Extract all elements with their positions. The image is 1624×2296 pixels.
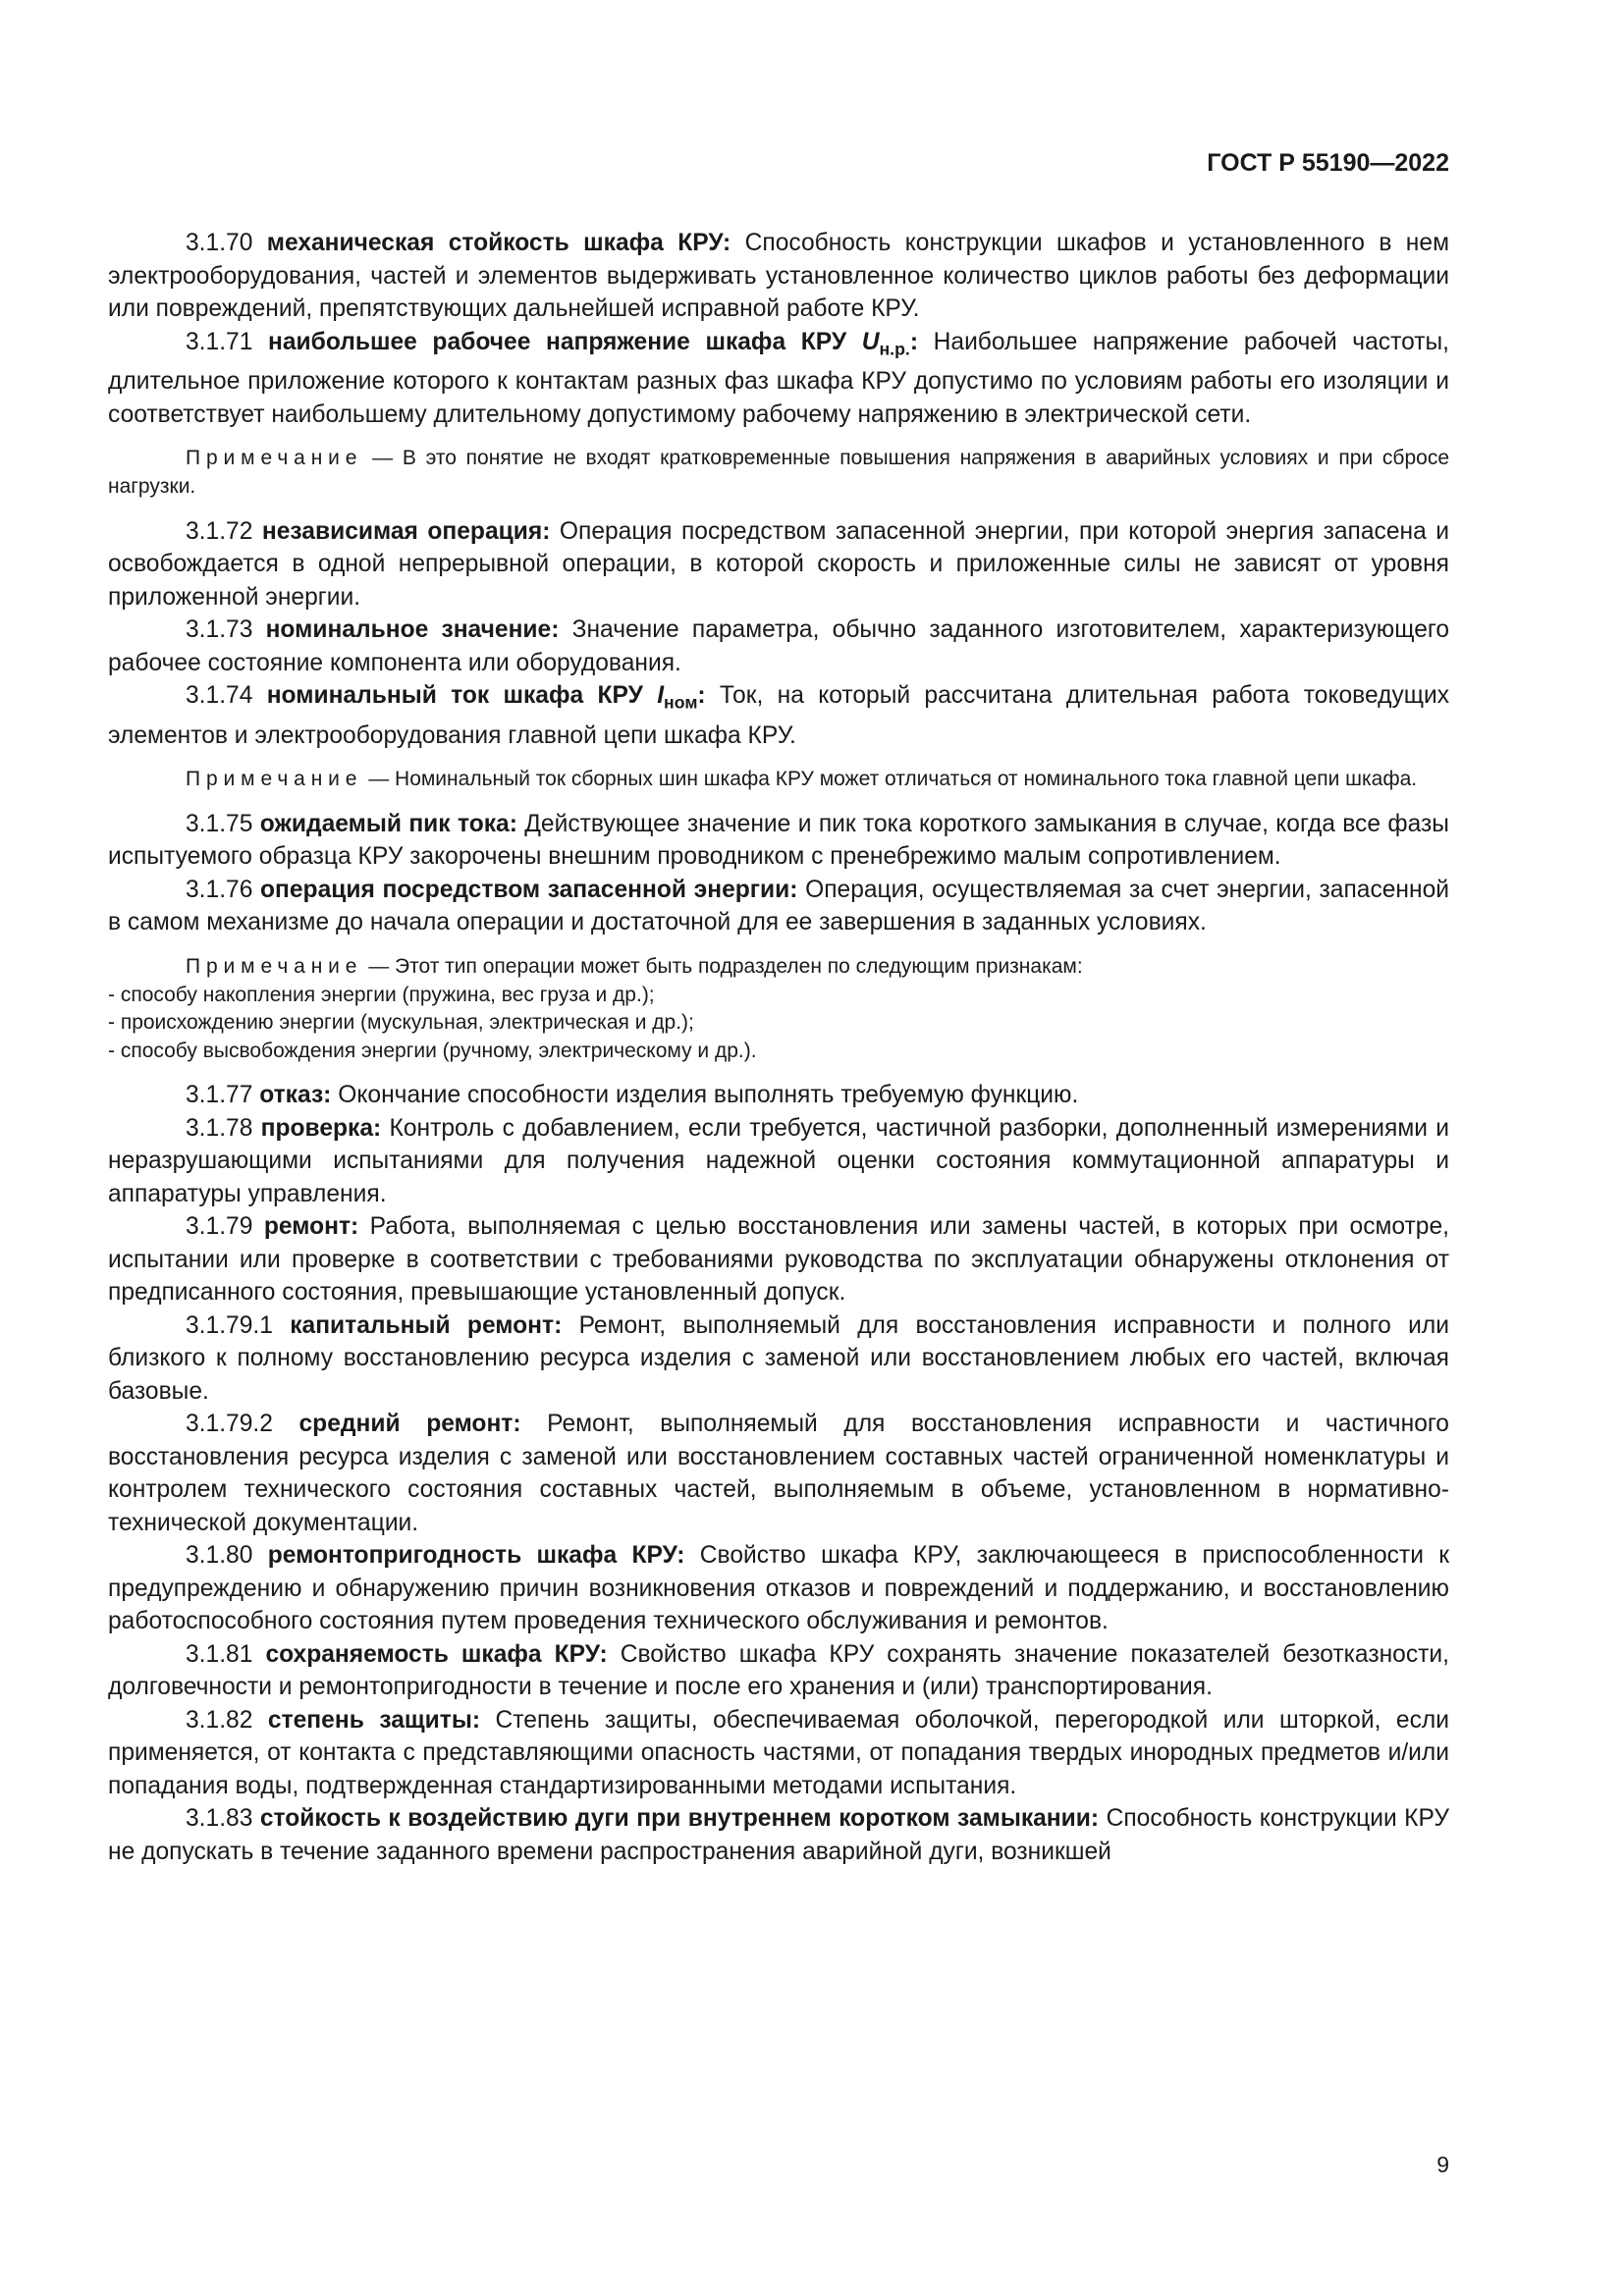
definition: Работа, выполняемая с целью восстановления или замены частей, в которых при осмотре, испытании или проверке в соответствии с требованиями руководства по эксплуатации обнаружены отклонения от предписанного состояния, превышающие установленный допуск. bbox=[108, 1213, 1450, 1307]
page-number: 9 bbox=[1436, 2152, 1449, 2177]
term: независимая операция: bbox=[261, 517, 551, 545]
definition: Окончание способности изделия выполнять требуемую функцию. bbox=[331, 1082, 1079, 1109]
note-3-1-71 bbox=[108, 445, 1449, 501]
definition: Ремонт, выполняемый для восстановления исправности и частичного восстановления ресурса изделия с заменой или восстановлением составных частей ограниченной номенклатуры и контролем технического состояния составных частей, выполняемым в объеме, установленном в нормативно-технической документации. bbox=[108, 1411, 1449, 1536]
clause-3-1-71: 3.1.71 наибольшее рабочее напряжение шкафа КРУ $U_{н.р.}$: Наибольшее напряжение рабочей частоты, длительное приложение которого к контактам разных фаз шкафа КРУ допустимо по условиям работы его изоляции и соответствует наибольшему длительному допустимому рабочему напряжению в электрической сети. bbox=[108, 328, 1449, 428]
clause-3-1-78: 3.1.78 проверка: Контроль с добавлением, если требуется, частичной разборки, дополненный измерениями и неразрушающими испытаниями для получения надежной оценки состояния коммутационной аппаратуры и аппаратуры управления. bbox=[108, 1114, 1449, 1207]
term-subscript: ном bbox=[664, 692, 698, 713]
clause-3-1-75: 3.1.75 ожидаемый пик тока: Действующее значение и пик тока короткого замыкания в случае, когда все фазы испытуемого образца КРУ закорочены внешним проводником с пренебрежимо малым сопротивлением. bbox=[108, 810, 1449, 871]
clause-3-1-76: 3.1.76 операция посредством запасенной энергии: Операция, осуществляемая за счет энергии, запасенной в самом механизме до начала операции и достаточной для ее завершения в заданных условиях. bbox=[108, 876, 1449, 936]
note-3-1-76 bbox=[108, 953, 1449, 1065]
clause-3-1-79-2: 3.1.79.2 средний ремонт: Ремонт, выполняемый для восстановления исправности и частичного восстановления ресурса изделия с заменой или восстановлением составных частей ограниченной номенклатуры и контролем технического состояния составных частей, выполняемым в объеме, установленном в нормативно-технической документации. bbox=[108, 1411, 1449, 1536]
clause-3-1-82: 3.1.82 степень защиты: Степень защиты, обеспечиваемая оболочкой, перегородкой или шторкой, если применяется, от контакта с представляющими опасность частями, от попадания твердых инородных предметов и/или попадания воды, подтвержденная стандартизированными методами испытания. bbox=[108, 1706, 1449, 1799]
clause-3-1-77: 3.1.77 отказ: Окончание способности изделия выполнять требуемую функцию. bbox=[186, 1082, 1079, 1109]
clause-3-1-73: 3.1.73 номинальное значение: Значение параметра, обычно заданного изготовителем, характеризующего рабочее состояние компонента или оборудования. bbox=[108, 616, 1449, 676]
term: степень защиты: bbox=[267, 1706, 481, 1734]
term: номинальный ток шкафа КРУ bbox=[266, 682, 658, 709]
definition: Степень защиты, обеспечиваемая оболочкой, перегородкой или шторкой, если применяется, от контакта с представляющими опасность частями, от попадания твердых инородных предметов и/или попадания воды, подтвержденная стандартизированными методами испытания. bbox=[108, 1706, 1449, 1799]
term: средний ремонт: bbox=[298, 1411, 521, 1438]
definition: Контроль с добавлением, если требуется, частичной разборки, дополненный измерениями и неразрушающими испытаниями для получения надежной оценки состояния коммутационной аппаратуры и аппаратуры управления. bbox=[108, 1114, 1449, 1207]
term: отказ: bbox=[259, 1082, 332, 1109]
term: ремонтопригодность шкафа КРУ: bbox=[267, 1542, 685, 1570]
list-item: - способу накопления энергии (пружина, вес груза и др.); bbox=[108, 983, 655, 1006]
term: ремонт: bbox=[263, 1213, 359, 1241]
clause-3-1-81: 3.1.81 сохраняемость шкафа КРУ: Свойство шкафа КРУ сохранять значение показателей безотказности, долговечности и ремонтопригодности в течение и после его хранения и (или) транспортирования. bbox=[108, 1640, 1449, 1701]
definition: Способность конструкции КРУ не допускать в течение заданного времени распространения аварийной дуги, возникшей bbox=[108, 1805, 1449, 1865]
note-text: — Номинальный ток сборных шин шкафа КРУ может отличаться от номинального тока главной цепи шкафа. bbox=[362, 768, 1418, 791]
term: номинальное значение: bbox=[265, 616, 560, 643]
term: механическая стойкость шкафа КРУ: bbox=[266, 230, 731, 256]
note-3-1-74 bbox=[108, 766, 1449, 794]
term: операция посредством запасенной энергии: bbox=[260, 876, 798, 903]
clause-3-1-79-1: 3.1.79.1 капитальный ремонт: Ремонт, выполняемый для восстановления исправности и полного или близкого к полному восстановлению ресурса изделия с заменой или восстановлением любых его частей, включая базовые. bbox=[108, 1311, 1449, 1405]
list-item: - происхождению энергии (мускульная, электрическая и др.); bbox=[108, 1011, 694, 1035]
term-subscript: н.р. bbox=[879, 338, 910, 358]
definition: Ток, на который рассчитана длительная работа токоведущих элементов и электрооборудования главной цепи шкафа КРУ. bbox=[108, 682, 1450, 749]
clause-3-1-70: 3.1.70 механическая стойкость шкафа КРУ: Способность конструкции шкафов и установленного в нем электрооборудования, частей и элементов выдерживать установленное количество циклов работы без деформации или повреждений, препятствующих дальнейшей исправной работе КРУ. bbox=[108, 230, 1449, 322]
definition: Операция посредством запасенной энергии, при которой энергия запасена и освобождается в одной непрерывной операции, в которой скорость и приложенные силы не зависят от уровня приложенной энергии. bbox=[108, 517, 1449, 611]
term: стойкость к воздействию дуги при внутреннем коротком замыкании: bbox=[259, 1805, 1100, 1833]
term-symbol: U bbox=[861, 328, 880, 355]
definition: Операция, осуществляемая за счет энергии, запасенной в самом механизме до начала операции и достаточной для ее завершения в заданных условиях. bbox=[108, 876, 1449, 936]
definition: Ремонт, выполняемый для восстановления исправности и полного или близкого к полному восстановлению ресурса изделия с заменой или восстановлением любых его частей, включая базовые. bbox=[108, 1311, 1449, 1405]
definition: Свойство шкафа КРУ, заключающееся в приспособленности к предупреждению и обнаружению причин возникновения отказов и повреждений и поддержанию, и восстановлению работоспособного состояния путем проведения технического обслуживания и ремонтов. bbox=[108, 1542, 1450, 1635]
term: капитальный ремонт: bbox=[290, 1311, 563, 1339]
clause-3-1-79: 3.1.79 ремонт: Работа, выполняемая с целью восстановления или замены частей, в которых при осмотре, испытании или проверке в соответствии с требованиями руководства по эксплуатации обнаружены отклонения от предписанного состояния, превышающие установленный допуск. bbox=[108, 1213, 1450, 1307]
definition: Свойство шкафа КРУ сохранять значение показателей безотказности, долговечности и ремонтопригодности в течение и после его хранения и (или) транспортирования. bbox=[108, 1640, 1449, 1701]
definition: Значение параметра, обычно заданного изготовителем, характеризующего рабочее состояние компонента или оборудования. bbox=[108, 616, 1449, 676]
clause-3-1-83: 3.1.83 стойкость к воздействию дуги при внутреннем коротком замыкании: Способность конструкции КРУ не допускать в течение заданного времени распространения аварийной дуги, возникшей bbox=[108, 1805, 1449, 1865]
term-symbol: I bbox=[657, 682, 665, 709]
note-text: — В это понятие не входят кратковременные повышения напряжения в аварийных условиях и при сбросе нагрузки. bbox=[108, 447, 1449, 498]
note-label: Примечание bbox=[186, 954, 363, 978]
definition: Наибольшее напряжение рабочей частоты, длительное приложение которого к контактам разных фаз шкафа КРУ допустимо по условиям работы его изоляции и соответствует наибольшему длительному допустимому рабочему напряжению в электрической сети. bbox=[108, 328, 1449, 428]
document-body bbox=[108, 227, 1449, 1868]
term: ожидаемый пик тока: bbox=[259, 810, 517, 837]
note-label: Примечание bbox=[186, 768, 363, 791]
term: сохраняемость шкафа КРУ: bbox=[265, 1640, 608, 1668]
clause-3-1-72: 3.1.72 независимая операция: Операция посредством запасенной энергии, при которой энергия запасена и освобождается в одной непрерывной операции, в которой скорость и приложенные силы не зависят от уровня приложенной энергии. bbox=[108, 517, 1449, 611]
note-label: Примечание bbox=[186, 447, 363, 470]
document-code: ГОСТ Р 55190—2022 bbox=[1207, 149, 1449, 177]
clause-3-1-80: 3.1.80 ремонтопригодность шкафа КРУ: Свойство шкафа КРУ, заключающееся в приспособленности к предупреждению и обнаружению причин возникновения отказов и повреждений и поддержанию, и восстановлению работоспособного состояния путем проведения технического обслуживания и ремонтов. bbox=[108, 1542, 1450, 1635]
note-text: — Этот тип операции может быть подразделен по следующим признакам: bbox=[362, 954, 1083, 978]
definition: Способность конструкции шкафов и установленного в нем электрооборудования, частей и элементов выдерживать установленное количество циклов работы без деформации или повреждений, препятствующих дальнейшей исправной работе КРУ. bbox=[108, 230, 1449, 322]
term: наибольшее рабочее напряжение шкафа КРУ bbox=[267, 328, 862, 355]
clause-3-1-74: 3.1.74 номинальный ток шкафа КРУ $I_{ном}$: Ток, на который рассчитана длительная работа токоведущих элементов и электрооборудования главной цепи шкафа КРУ. bbox=[108, 682, 1450, 749]
definition: Действующее значение и пик тока короткого замыкания в случае, когда все фазы испытуемого образца КРУ закорочены внешним проводником с пренебрежимо малым сопротивлением. bbox=[108, 810, 1449, 871]
list-item: - способу высвобождения энергии (ручному, электрическому и др.). bbox=[108, 1039, 757, 1062]
term: проверка: bbox=[260, 1114, 382, 1142]
